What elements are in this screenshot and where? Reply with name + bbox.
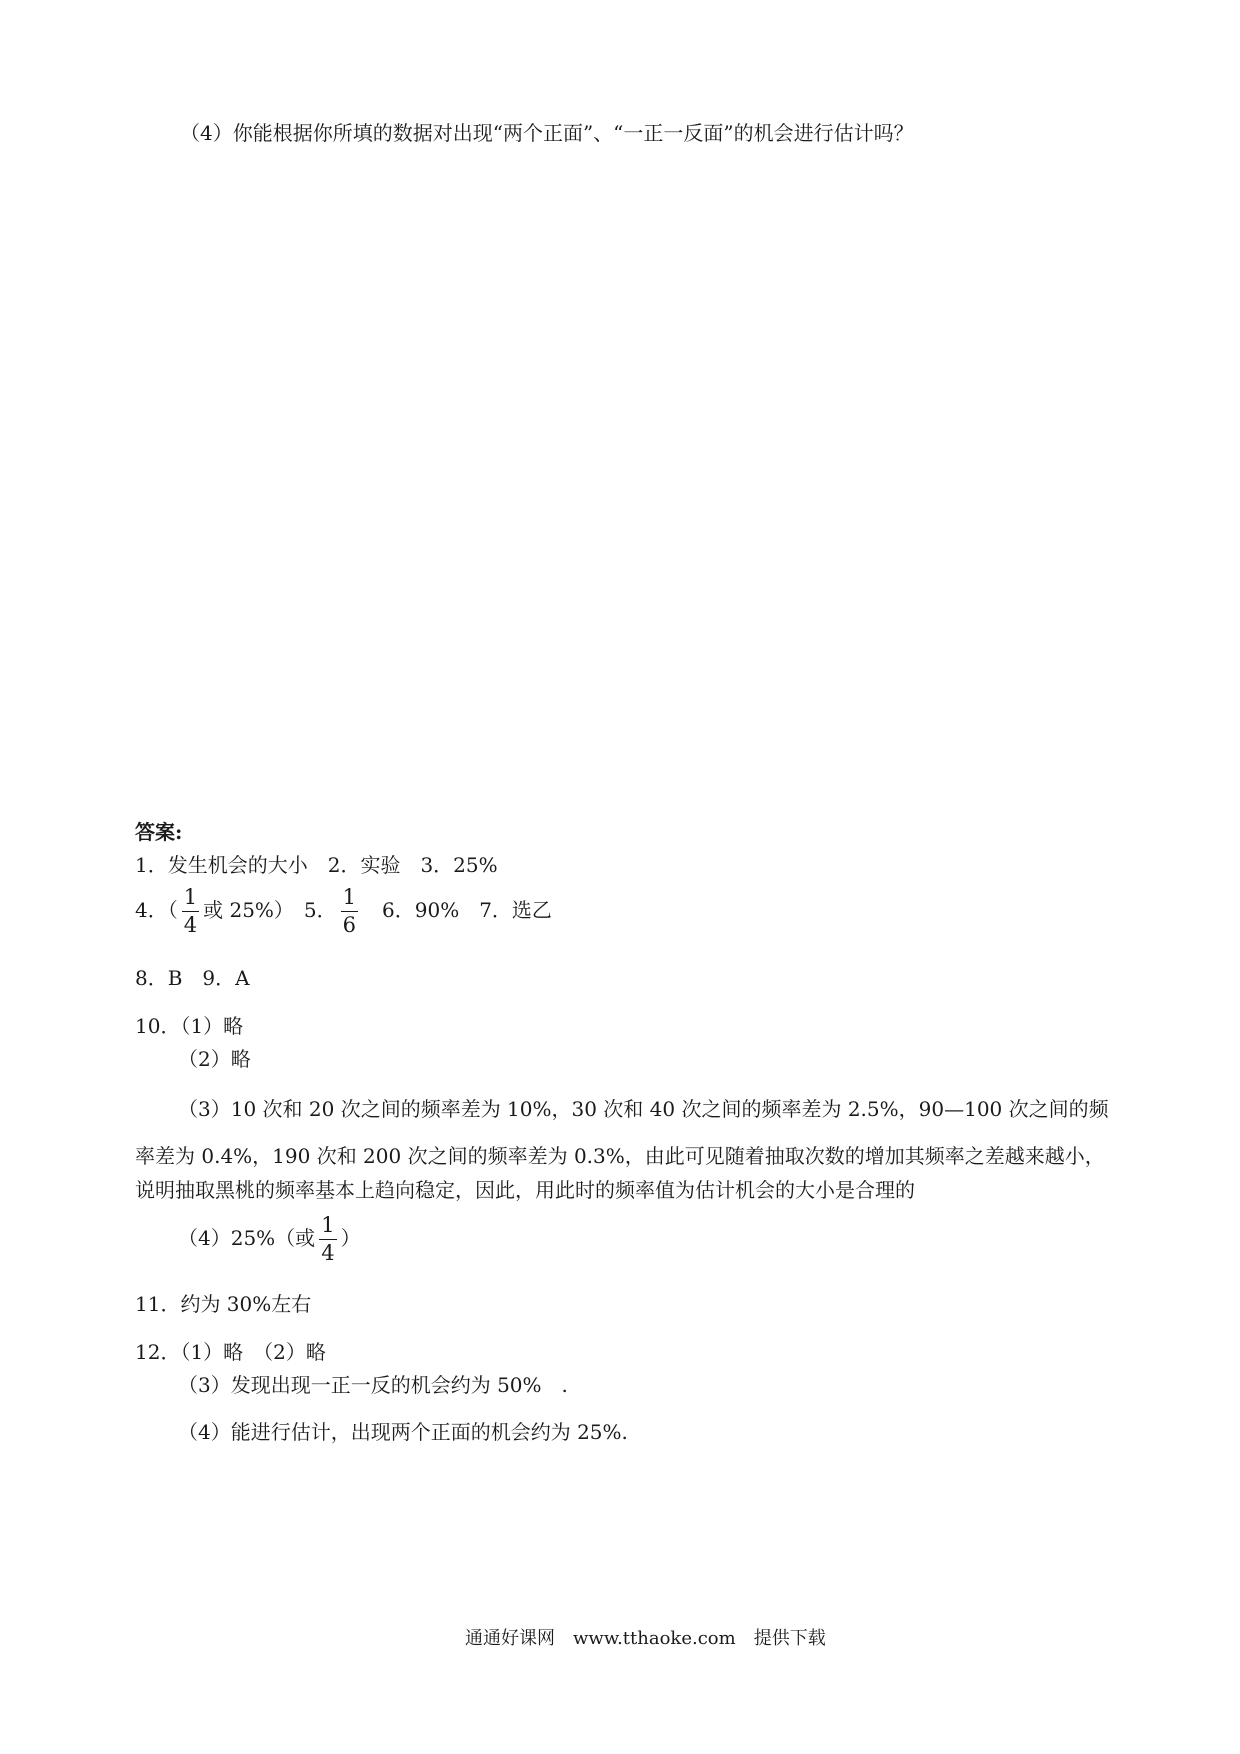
answer-12-4: （4）能进行估计，出现两个正面的机会约为 25%.	[178, 1420, 628, 1444]
answer-12-3: （3）发现出现一正一反的机会约为 50% .	[178, 1373, 568, 1397]
fraction-numerator: 1	[319, 1215, 336, 1240]
question-4: （4）你能根据你所填的数据对出现“两个正面”、“一正一反面”的机会进行估计吗？	[180, 121, 914, 145]
footer-text: 通通好课网 www.tthaoke.com 提供下载	[465, 1628, 826, 1649]
answer-10-3-line-3: 说明抽取黑桃的频率基本上趋向稳定，因此，用此时的频率值为估计机会的大小是合理的	[135, 1178, 915, 1202]
answers-heading: 答案:	[135, 820, 183, 844]
answer-4-suffix: 6．90% 7．选乙	[362, 898, 552, 922]
fraction-one-quarter	[319, 1215, 336, 1264]
answer-10-4-prefix: （4）25%（或	[178, 1226, 316, 1250]
fraction-numerator: 1	[341, 887, 358, 912]
fraction-denominator: 6	[342, 913, 357, 937]
answer-4-prefix: 4．（	[135, 898, 178, 922]
fraction-denominator: 4	[321, 1241, 335, 1265]
fraction-denominator: 4	[183, 913, 198, 937]
fraction-one-sixth	[341, 887, 358, 936]
answer-10-3-line-1: （3）10 次和 20 次之间的频率差为 10%，30 次和 40 次之间的频率差为 2.5%，90—100 次之间的频	[178, 1097, 1109, 1121]
answer-4-middle: 或 25%） 5．	[203, 898, 337, 922]
answer-10-2: （2）略	[178, 1047, 251, 1071]
answer-4-7	[135, 887, 552, 936]
answer-10-1: 10．（1）略	[135, 1014, 244, 1038]
answer-11: 11．约为 30%左右	[135, 1292, 312, 1316]
answer-12-1-2: 12．（1）略 （2）略	[135, 1340, 326, 1364]
answer-10-4-suffix: ）	[340, 1226, 361, 1250]
answer-8-9: 8．B 9．A	[135, 966, 250, 990]
fraction-one-quarter	[182, 887, 199, 936]
answer-10-4	[178, 1215, 361, 1264]
answer-10-3-line-2: 率差为 0.4%，190 次和 200 次之间的频率差为 0.3%，由此可见随着抽取次数的增加其频率之差越来越小，	[135, 1144, 1105, 1168]
fraction-numerator: 1	[182, 887, 199, 912]
answer-1-3: 1．发生机会的大小 2．实验 3．25%	[135, 853, 498, 877]
